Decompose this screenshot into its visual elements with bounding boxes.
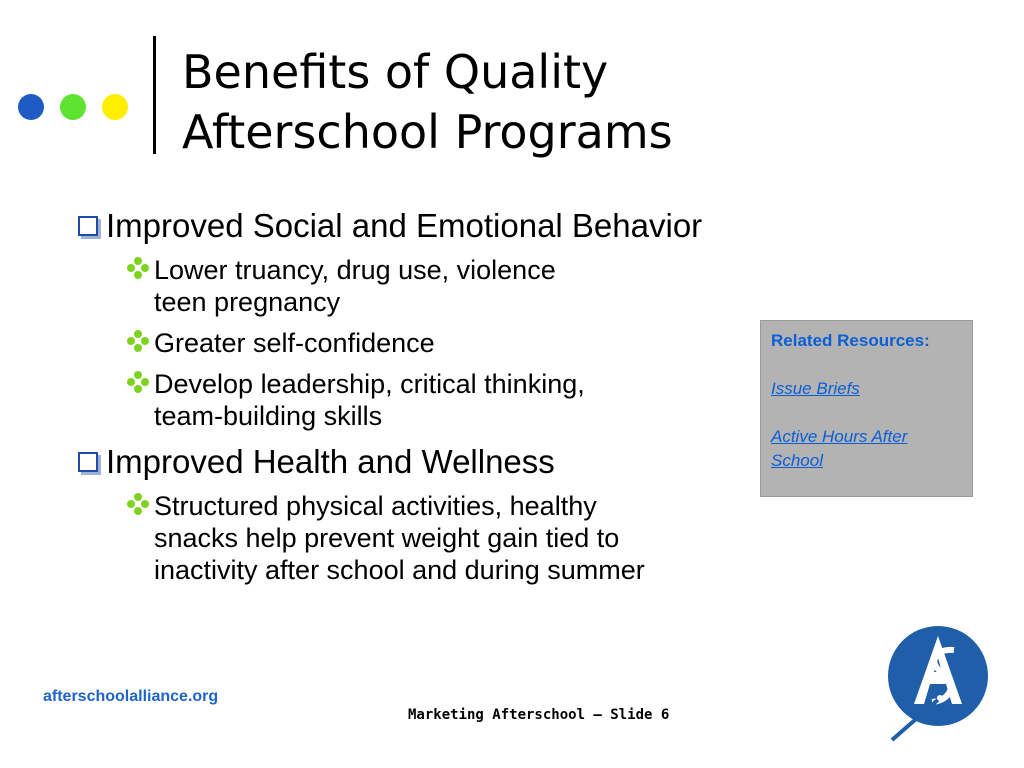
sub-bullet-line: Develop leadership, critical thinking,: [154, 369, 585, 399]
sub-bullet-line: teen pregnancy: [154, 287, 341, 317]
issue-briefs-link[interactable]: Issue Briefs: [771, 379, 860, 398]
slide-title: [182, 42, 802, 162]
footer-url: afterschoolalliance.org: [43, 688, 219, 705]
sub-bullet-line: snacks help prevent weight gain tied to: [154, 523, 620, 553]
active-hours-after-school-link[interactable]: [771, 425, 962, 473]
diamond-bullet-icon: [126, 329, 150, 353]
title-divider: [153, 36, 156, 154]
yellow-dot-icon: [102, 94, 128, 120]
link-line: School: [771, 451, 823, 470]
sub-bullet-line: team-building skills: [154, 401, 383, 431]
diamond-bullet-icon: [126, 256, 150, 280]
link-line: Active Hours After: [771, 427, 908, 446]
sub-bullet-line: inactivity after school and during summer: [154, 555, 645, 585]
afterschool-alliance-logo-icon: [884, 620, 990, 744]
sub-bullet-line: Greater self-confidence: [154, 328, 435, 358]
related-resources-heading: Related Resources:: [771, 331, 930, 350]
diamond-bullet-icon: [126, 370, 150, 394]
sub-bullet-line: Structured physical activities, healthy: [154, 491, 597, 521]
diamond-bullet-icon: [126, 492, 150, 516]
square-bullet-icon: [78, 216, 98, 236]
square-bullet-icon: [78, 452, 98, 472]
blue-dot-icon: [18, 94, 44, 120]
bullet-health-wellness: [78, 443, 555, 481]
title-line-1: Benefits of Quality: [182, 45, 609, 99]
bullet-label: Improved Social and Emotional Behavior: [106, 207, 703, 244]
bullet-social-emotional: [78, 207, 702, 245]
footer-slide-label: Marketing Afterschool – Slide 6: [408, 707, 670, 723]
sub-bullet-line: Lower truancy, drug use, violence: [154, 255, 556, 285]
bullet-label: Improved Health and Wellness: [106, 443, 555, 480]
green-dot-icon: [60, 94, 86, 120]
title-line-2: Afterschool Programs: [182, 105, 673, 159]
related-resources-box: [760, 320, 973, 497]
